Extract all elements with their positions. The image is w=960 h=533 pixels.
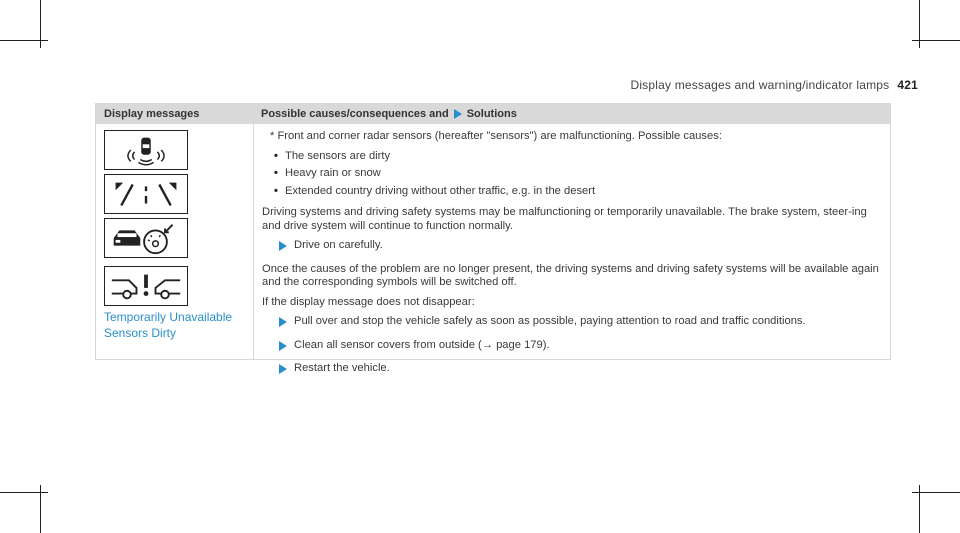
- resolved-text: Once the causes of the problem are no longer present, the driving systems and driving safety systems will be available again and the corresponding symbols will be switched off.: [262, 262, 879, 288]
- instruction-step: [262, 362, 882, 376]
- arrow-right-icon: [279, 364, 287, 374]
- page-header-title: Display messages and warning/indicator lamps: [630, 78, 890, 92]
- consequence-text: Driving systems and driving safety systems may be malfunctioning or temporarily unavailable. The brake system, steer-ing and drive system will continue to function normally.: [262, 206, 867, 232]
- col-header-causes: [261, 108, 517, 120]
- crop-mark: [0, 40, 48, 41]
- intro-text: * Front and corner radar sensors (hereafter "sensors") are malfunctioning. Possible causes:: [270, 130, 722, 142]
- cause-item: • The sensors are dirty: [262, 150, 882, 164]
- crop-mark: [0, 492, 48, 493]
- column-divider: [253, 104, 254, 359]
- instruction-text: Restart the vehicle.: [294, 362, 390, 374]
- page-header: [630, 78, 918, 92]
- message-table: [95, 103, 891, 374]
- arrow-right-icon: [279, 241, 287, 251]
- display-message-cell: [104, 130, 244, 340]
- if-not-text: If the display message does not disappear:: [262, 295, 475, 308]
- crop-mark: [912, 492, 960, 493]
- instruction-step: [262, 239, 882, 253]
- cause-item: • Heavy rain or snow: [262, 167, 882, 181]
- col-header-display-messages: Display messages: [104, 108, 200, 120]
- page-number: 421: [897, 78, 918, 92]
- message-line-2: Sensors Dirty: [104, 326, 177, 340]
- message-line-1: Temporarily Unavailable: [104, 310, 233, 324]
- crop-mark: [912, 40, 960, 41]
- col-header-solutions-text: Solutions: [466, 108, 517, 120]
- sensor-coverage-icon: [104, 174, 188, 214]
- cause-item: • Extended country driving without other traffic, e.g. in the desert: [262, 185, 882, 199]
- table-header: [96, 104, 890, 124]
- radar-sensors-icon: [104, 130, 188, 170]
- instruction-text: Clean all sensor covers from outside (→ page 179).: [294, 338, 550, 351]
- collision-warning-icon: [104, 266, 188, 306]
- arrow-right-icon: [279, 317, 287, 327]
- instruction-step: [262, 315, 882, 329]
- causes-cell: [262, 130, 882, 386]
- instruction-text: Drive on carefully.: [294, 239, 383, 251]
- arrow-right-icon: [454, 109, 462, 119]
- instruction-step: [262, 339, 882, 353]
- driver-assist-gauge-icon: [104, 218, 188, 258]
- col-header-causes-text: Possible causes/consequences and: [261, 108, 449, 120]
- instruction-text: Pull over and stop the vehicle safely as soon as possible, paying attention to road and traffic conditions.: [294, 315, 806, 327]
- arrow-right-icon: [279, 341, 287, 351]
